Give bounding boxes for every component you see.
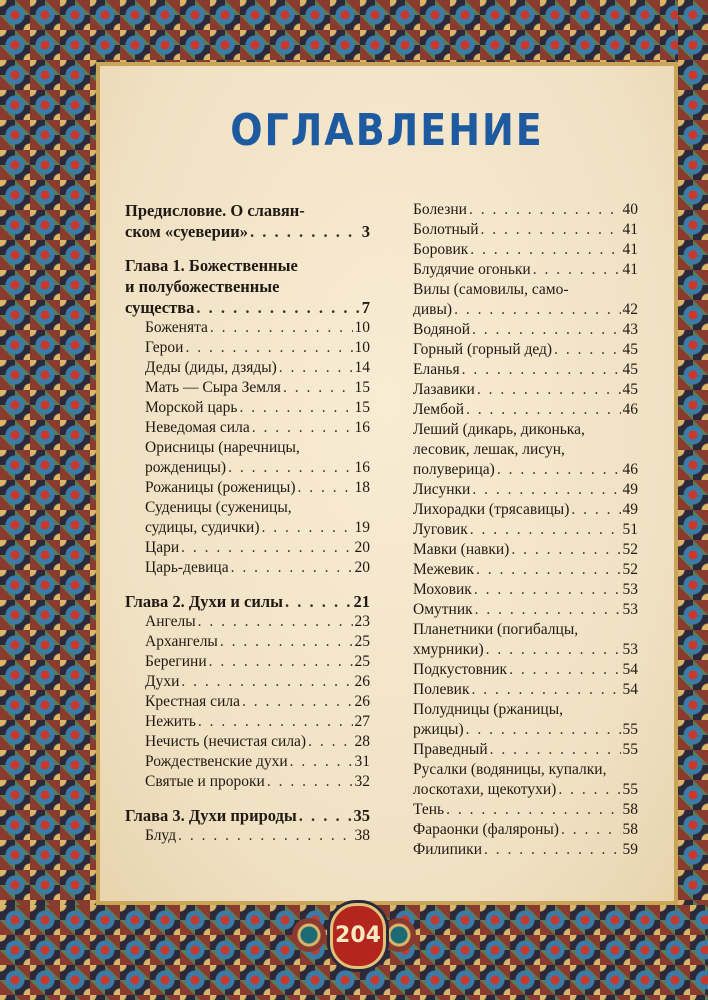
toc-entry-page: 55: [622, 721, 638, 738]
toc-entry: [413, 560, 638, 580]
toc-entry-title: Рожаницы (роженицы): [145, 479, 296, 496]
toc-entry-title: Моховик: [413, 581, 472, 598]
toc-chapter-entry: [125, 255, 370, 318]
toc-entry: [125, 732, 370, 752]
toc-entry: [413, 700, 638, 740]
dot-leader: [486, 640, 621, 660]
toc-entry-page: 14: [354, 359, 370, 376]
dot-leader: [571, 500, 620, 520]
dot-leader: [196, 297, 359, 318]
toc-entry-page: 27: [354, 713, 370, 730]
toc-entry-title: Водяной: [413, 321, 470, 338]
toc-entry-page: 26: [354, 673, 370, 690]
toc-entry-page: 25: [354, 633, 370, 650]
toc-entry-title: Царь-девица: [145, 559, 229, 576]
toc-entry-title: ржицы): [413, 721, 464, 738]
toc-entry-title: Лисунки: [413, 481, 471, 498]
ornament-border-top: [0, 0, 708, 62]
toc-entry: [413, 400, 638, 420]
toc-entry: [413, 760, 638, 800]
frame-line: [674, 62, 678, 905]
dot-leader: [181, 672, 352, 692]
toc-entry-title: Деды (диды, дзяды): [145, 359, 277, 376]
dot-leader: [490, 740, 621, 760]
frame-line: [96, 62, 678, 66]
dot-leader: [198, 612, 353, 632]
toc-entry-title: Блуд: [145, 827, 177, 844]
page-title: ОГЛАВЛЕНИЕ: [230, 104, 544, 156]
toc-entry-page: 35: [353, 806, 370, 825]
dot-leader: [481, 220, 621, 240]
flower-ornament-icon: [382, 918, 416, 952]
dot-leader: [554, 340, 620, 360]
toc-entry-title: Духи: [145, 673, 180, 690]
dot-leader: [297, 478, 352, 498]
toc-entry-page: 49: [622, 481, 638, 498]
toc-entry-page: 45: [622, 361, 638, 378]
toc-right-column: [413, 200, 638, 860]
toc-entry: [125, 498, 370, 538]
dot-leader: [198, 712, 353, 732]
toc-entry-title: Праведный: [413, 741, 488, 758]
dot-leader: [290, 752, 353, 772]
toc-entry: [413, 540, 638, 560]
toc-entry: [413, 500, 638, 520]
dot-leader: [497, 460, 621, 480]
toc-chapter-entry: [125, 200, 370, 242]
toc-entry-page: 53: [622, 641, 638, 658]
toc-entry-title: Морской царь: [145, 399, 238, 416]
toc-entry-page: 45: [622, 341, 638, 358]
toc-entry: [413, 580, 638, 600]
toc-entry-title: Боженята: [145, 319, 208, 336]
toc-entry-title: Лембой: [413, 401, 465, 418]
toc-entry-title: Глава 2. Духи и силы: [125, 592, 284, 611]
toc-left-column: [125, 200, 370, 846]
frame-line: [96, 901, 678, 905]
toc-entry-title: дивы): [413, 301, 453, 318]
toc-entry: [413, 380, 638, 400]
toc-entry-title: Ангелы: [145, 613, 196, 630]
dot-leader: [533, 260, 621, 280]
toc-entry: [125, 752, 370, 772]
toc-entry: [413, 740, 638, 760]
toc-entry-title: Омутник: [413, 601, 473, 618]
dot-leader: [462, 360, 621, 380]
toc-entry-title: Филипики: [413, 841, 482, 858]
dot-leader: [228, 458, 352, 478]
toc-entry-page: 20: [354, 559, 370, 576]
toc-entry-title: Болотный: [413, 221, 479, 238]
toc-entry-title: Берегини: [145, 653, 207, 670]
toc-entry-title: ском «суеверии»: [125, 222, 249, 241]
dot-leader: [250, 221, 360, 242]
toc-entry-title: Крестная сила: [145, 693, 240, 710]
toc-entry: [125, 612, 370, 632]
toc-entry-title-line: Глава 1. Божественные: [125, 256, 298, 275]
dot-leader: [509, 660, 620, 680]
toc-entry: [125, 712, 370, 732]
toc-entry: [413, 620, 638, 660]
toc-entry-page: 54: [622, 681, 638, 698]
toc-entry-page: 55: [622, 781, 638, 798]
toc-entry: [413, 520, 638, 540]
toc-entry: [125, 378, 370, 398]
toc-entry-title: Цари: [145, 539, 180, 556]
toc-entry: [413, 260, 638, 280]
dot-leader: [511, 540, 620, 560]
toc-entry: [125, 826, 370, 846]
toc-entry-title: Неведомая сила: [145, 419, 250, 436]
toc-entry: [125, 652, 370, 672]
ornament-border-right: [678, 0, 708, 1000]
toc-entry-page: 43: [622, 321, 638, 338]
toc-entry-title-line: Суденицы (суженицы,: [145, 499, 292, 516]
toc-entry-title: Тень: [413, 801, 445, 818]
toc-entry-page: 25: [354, 653, 370, 670]
toc-entry-title: Нечисть (нечистая сила): [145, 733, 307, 750]
toc-entry-page: 51: [622, 521, 638, 538]
toc-entry-page: 52: [622, 561, 638, 578]
toc-entry-title: Боровик: [413, 241, 469, 258]
dot-leader: [181, 538, 352, 558]
toc-entry-title: Луговик: [413, 521, 468, 538]
spacer: [125, 578, 370, 591]
toc-entry-title: Мать — Сыра Земля: [145, 379, 281, 396]
spacer: [125, 792, 370, 805]
toc-entry: [413, 840, 638, 860]
toc-entry: [413, 680, 638, 700]
toc-entry: [125, 338, 370, 358]
toc-entry: [413, 320, 638, 340]
toc-entry-page: 15: [354, 399, 370, 416]
toc-entry-page: 45: [622, 381, 638, 398]
dot-leader: [472, 680, 621, 700]
toc-entry-page: 40: [622, 201, 638, 218]
toc-entry-title: полуверица): [413, 461, 495, 478]
toc-entry-title: Межевик: [413, 561, 474, 578]
toc-entry-page: 46: [622, 401, 638, 418]
toc-entry-page: 32: [354, 773, 370, 790]
toc-entry: [413, 600, 638, 620]
toc-entry-page: 55: [622, 741, 638, 758]
toc-entry-title: Еланья: [413, 361, 460, 378]
toc-entry: [413, 340, 638, 360]
dot-leader: [454, 300, 620, 320]
toc-entry-title: существа: [125, 298, 195, 317]
toc-entry-page: 21: [353, 592, 370, 611]
toc-entry-title: Горный (горный дед): [413, 341, 553, 358]
toc-entry-page: 41: [622, 241, 638, 258]
toc-entry-page: 28: [354, 733, 370, 750]
toc-entry-title-line: и полубожественные: [125, 277, 280, 296]
toc-chapter-entry: [125, 591, 370, 612]
dot-leader: [466, 400, 620, 420]
toc-entry: [125, 418, 370, 438]
toc-entry-title: Герои: [145, 339, 184, 356]
dot-leader: [242, 692, 353, 712]
toc-entry-page: 19: [354, 519, 370, 536]
ornament-border-left: [0, 0, 96, 1000]
toc-entry-page: 10: [354, 339, 370, 356]
toc-entry-page: 54: [622, 661, 638, 678]
dot-leader: [185, 338, 352, 358]
dot-leader: [561, 820, 621, 840]
toc-entry-page: 7: [361, 298, 370, 317]
dot-leader: [475, 600, 621, 620]
toc-entry: [125, 558, 370, 578]
dot-leader: [267, 772, 353, 792]
toc-entry-title-line: Планетники (погибалцы,: [413, 621, 579, 638]
toc-entry-page: 26: [354, 693, 370, 710]
dot-leader: [558, 780, 620, 800]
toc-entry: [413, 660, 638, 680]
toc-entry-title: Лазавики: [413, 381, 475, 398]
toc-entry: [413, 360, 638, 380]
flower-ornament-icon: [292, 918, 326, 952]
dot-leader: [476, 560, 621, 580]
toc-entry: [413, 240, 638, 260]
toc-entry-page: 58: [622, 821, 638, 838]
toc-entry-page: 16: [354, 459, 370, 476]
dot-leader: [472, 320, 621, 340]
toc-entry-title-line: Предисловие. О славян-: [125, 201, 305, 220]
dot-leader: [299, 805, 352, 826]
toc-entry-title-line: лесовик, лешак, лисун,: [413, 441, 565, 458]
toc-entry-title-line: Орисницы (наречницы,: [145, 439, 300, 456]
dot-leader: [308, 732, 352, 752]
toc-entry-page: 59: [622, 841, 638, 858]
toc-entry-title: Архангелы: [145, 633, 218, 650]
toc-entry-page: 58: [622, 801, 638, 818]
toc-entry-page: 20: [354, 539, 370, 556]
toc-entry-title: Нежить: [145, 713, 196, 730]
dot-leader: [210, 318, 353, 338]
toc-entry: [125, 538, 370, 558]
dot-leader: [239, 398, 352, 418]
toc-entry-title-line: Вилы (самовилы, само-: [413, 281, 569, 298]
toc-entry-page: 16: [354, 419, 370, 436]
dot-leader: [220, 632, 353, 652]
dot-leader: [470, 520, 621, 540]
dot-leader: [469, 200, 621, 220]
dot-leader: [283, 378, 353, 398]
toc-entry: [125, 478, 370, 498]
toc-entry-title: судицы, судички): [145, 519, 260, 536]
toc-entry-page: 23: [354, 613, 370, 630]
toc-entry-title: хмурники): [413, 641, 484, 658]
toc-entry: [125, 632, 370, 652]
toc-entry: [413, 800, 638, 820]
toc-entry-title-line: Леший (дикарь, диконька,: [413, 421, 585, 438]
toc-entry-title: Святые и пророки: [145, 773, 265, 790]
toc-entry-title: лоскотахи, щекотухи): [413, 781, 557, 798]
toc-entry-page: 15: [354, 379, 370, 396]
dot-leader: [279, 358, 353, 378]
toc-entry: [125, 438, 370, 478]
dot-leader: [209, 652, 353, 672]
toc-entry-title: Подкустовник: [413, 661, 508, 678]
toc-entry-page: 46: [622, 461, 638, 478]
toc-entry-page: 52: [622, 541, 638, 558]
toc-entry-page: 31: [354, 753, 370, 770]
toc-entry-title: Лихорадки (трясавицы): [413, 501, 570, 518]
toc-entry: [413, 280, 638, 320]
toc-entry-title: Болезни: [413, 201, 467, 218]
toc-entry-page: 38: [354, 827, 370, 844]
toc-entry-title-line: Русалки (водяницы, купалки,: [413, 761, 607, 778]
toc-entry-title: Полевик: [413, 681, 470, 698]
toc-entry-title: Мавки (навки): [413, 541, 510, 558]
toc-chapter-entry: [125, 805, 370, 826]
toc-entry: [413, 480, 638, 500]
toc-entry-page: 10: [354, 319, 370, 336]
toc-entry: [413, 820, 638, 840]
toc-entry-title-line: Полудницы (ржаницы,: [413, 701, 563, 718]
dot-leader: [474, 580, 621, 600]
toc-entry: [125, 358, 370, 378]
toc-entry-page: 42: [622, 301, 638, 318]
dot-leader: [252, 418, 353, 438]
spacer: [125, 242, 370, 255]
toc-entry-page: 49: [622, 501, 638, 518]
toc-entry-page: 18: [354, 479, 370, 496]
dot-leader: [446, 800, 620, 820]
dot-leader: [178, 826, 352, 846]
dot-leader: [472, 480, 620, 500]
dot-leader: [477, 380, 621, 400]
toc-entry-page: 53: [622, 601, 638, 618]
toc-entry: [125, 772, 370, 792]
dot-leader: [231, 558, 353, 578]
toc-entry-title: Фараонки (фаляроны): [413, 821, 559, 838]
toc-entry: [125, 398, 370, 418]
toc-entry-title: Глава 3. Духи природы: [125, 806, 297, 825]
toc-entry-title: Рождественские духи: [145, 753, 288, 770]
toc-entry-title: рожденицы): [145, 459, 227, 476]
toc-entry-page: 53: [622, 581, 638, 598]
toc-entry-page: 41: [622, 221, 638, 238]
dot-leader: [484, 840, 621, 860]
dot-leader: [285, 591, 351, 612]
dot-leader: [466, 720, 621, 740]
page-number: 204: [330, 903, 386, 969]
toc-entry-page: 41: [622, 261, 638, 278]
frame-line: [96, 62, 100, 905]
toc-entry: [125, 318, 370, 338]
dot-leader: [470, 240, 620, 260]
dot-leader: [262, 518, 353, 538]
toc-entry: [413, 220, 638, 240]
toc-entry-title: Блудячие огоньки: [413, 261, 531, 278]
toc-entry: [413, 200, 638, 220]
toc-entry: [125, 672, 370, 692]
toc-entry-page: 3: [361, 222, 370, 241]
toc-entry: [125, 692, 370, 712]
toc-entry: [413, 420, 638, 480]
